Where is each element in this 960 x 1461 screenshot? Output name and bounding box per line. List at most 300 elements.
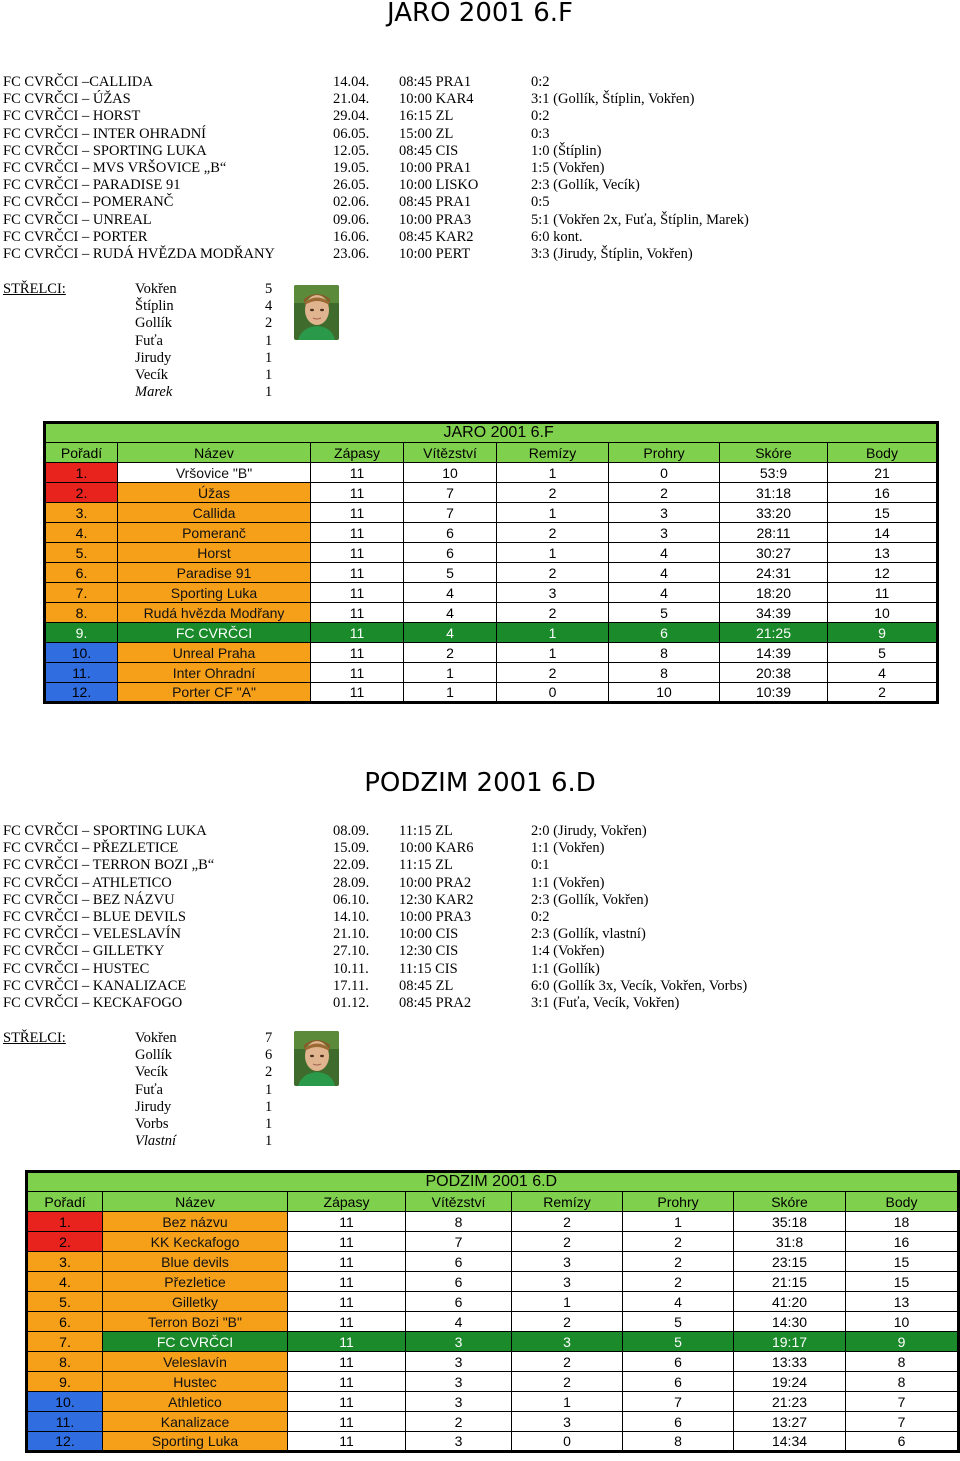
scorers-label: STŘELCI: bbox=[3, 281, 66, 297]
match-date: 28.09. bbox=[333, 874, 370, 891]
wins-cell: 2 bbox=[406, 1412, 512, 1432]
losses-cell: 6 bbox=[623, 1372, 734, 1392]
wins-cell: 3 bbox=[406, 1432, 512, 1452]
match-teams: FC CVRČCI – GILLETKY bbox=[3, 943, 165, 960]
scorer-goals: 1 bbox=[265, 1081, 273, 1098]
table-row bbox=[45, 463, 938, 483]
points-cell: 16 bbox=[828, 483, 938, 503]
column-header: Pořadí bbox=[27, 1192, 103, 1212]
score-cell: 24:31 bbox=[720, 563, 828, 583]
match-teams: FC CVRČCI – KECKAFOGO bbox=[3, 994, 183, 1011]
losses-cell: 6 bbox=[609, 623, 720, 643]
losses-cell: 1 bbox=[623, 1212, 734, 1232]
wins-cell: 3 bbox=[406, 1392, 512, 1412]
table-row bbox=[27, 1412, 959, 1432]
scorer-goals: 7 bbox=[265, 1030, 273, 1046]
losses-cell: 2 bbox=[609, 483, 720, 503]
points-cell: 16 bbox=[846, 1232, 959, 1252]
match-teams: FC CVRČCI – KANALIZACE bbox=[3, 977, 187, 994]
column-header: Prohry bbox=[609, 443, 720, 463]
match-date: 12.05. bbox=[333, 142, 370, 159]
match-teams: FC CVRČCI – PŘEZLETICE bbox=[3, 840, 179, 857]
played-cell: 11 bbox=[311, 563, 404, 583]
team-name-cell: Kanalizace bbox=[103, 1412, 288, 1432]
match-time-venue: 12:30 CIS bbox=[399, 943, 459, 960]
match-teams: FC CVRČCI – INTER OHRADNÍ bbox=[3, 125, 207, 142]
team-name-cell: Blue devils bbox=[103, 1252, 288, 1272]
match-date: 06.10. bbox=[333, 891, 370, 908]
score-cell: 14:30 bbox=[734, 1312, 846, 1332]
draws-cell: 2 bbox=[512, 1352, 623, 1372]
match-time-venue: 10:00 PRA3 bbox=[399, 211, 472, 228]
team-name-cell: Gilletky bbox=[103, 1292, 288, 1312]
wins-cell: 4 bbox=[404, 583, 497, 603]
wins-cell: 4 bbox=[404, 603, 497, 623]
score-cell: 33:20 bbox=[720, 503, 828, 523]
scorer-goals: 1 bbox=[265, 332, 273, 349]
team-name-cell: Terron Bozi "B" bbox=[103, 1312, 288, 1332]
match-time-venue: 10:00 LISKO bbox=[399, 177, 479, 194]
played-cell: 11 bbox=[311, 643, 404, 663]
rank-cell: 1. bbox=[45, 463, 118, 483]
wins-cell: 6 bbox=[406, 1272, 512, 1292]
losses-cell: 4 bbox=[623, 1292, 734, 1312]
match-date: 10.11. bbox=[333, 960, 369, 977]
rank-cell: 10. bbox=[45, 643, 118, 663]
played-cell: 11 bbox=[288, 1232, 406, 1252]
losses-cell: 2 bbox=[623, 1272, 734, 1292]
draws-cell: 2 bbox=[497, 563, 609, 583]
played-cell: 11 bbox=[311, 583, 404, 603]
draws-cell: 2 bbox=[512, 1312, 623, 1332]
spring-heading: JARO 2001 6.F bbox=[387, 0, 573, 28]
wins-cell: 4 bbox=[404, 623, 497, 643]
autumn-heading: PODZIM 2001 6.D bbox=[364, 768, 596, 798]
scorer-name: Vecík bbox=[135, 366, 169, 383]
player-photo bbox=[294, 1031, 339, 1086]
team-name-cell: Sporting Luka bbox=[118, 583, 311, 603]
rank-cell: 8. bbox=[27, 1352, 103, 1372]
table-row bbox=[45, 663, 938, 683]
rank-cell: 12. bbox=[27, 1432, 103, 1452]
team-name-cell: Úžas bbox=[118, 483, 311, 503]
rank-cell: 6. bbox=[45, 563, 118, 583]
match-teams: FC CVRČCI – RUDÁ HVĚZDA MODŘANY bbox=[3, 245, 275, 262]
played-cell: 11 bbox=[288, 1312, 406, 1332]
draws-cell: 0 bbox=[497, 683, 609, 703]
points-cell: 21 bbox=[828, 463, 938, 483]
match-teams: FC CVRČCI – BLUE DEVILS bbox=[3, 908, 186, 925]
table-row bbox=[27, 1432, 959, 1452]
table-row bbox=[27, 1372, 959, 1392]
played-cell: 11 bbox=[311, 603, 404, 623]
score-cell: 21:23 bbox=[734, 1392, 846, 1412]
scorer-goals: 1 bbox=[265, 1133, 273, 1150]
losses-cell: 2 bbox=[623, 1232, 734, 1252]
match-teams: FC CVRČCI – BEZ NÁZVU bbox=[3, 891, 175, 908]
scorer-goals: 1 bbox=[265, 349, 273, 366]
rank-cell: 6. bbox=[27, 1312, 103, 1332]
match-result: 3:1 (Gollík, Štíplin, Vokřen) bbox=[531, 91, 695, 108]
scorers-label: STŘELCI: bbox=[3, 1030, 66, 1046]
match-teams: FC CVRČCI – PARADISE 91 bbox=[3, 177, 181, 194]
table-row bbox=[45, 583, 938, 603]
rank-cell: 3. bbox=[27, 1252, 103, 1272]
score-cell: 13:27 bbox=[734, 1412, 846, 1432]
score-cell: 18:20 bbox=[720, 583, 828, 603]
match-result: 2:3 (Gollík, Vokřen) bbox=[531, 891, 649, 908]
draws-cell: 1 bbox=[512, 1292, 623, 1312]
scorer-name: Vokřen bbox=[135, 1030, 177, 1046]
team-name-cell: Paradise 91 bbox=[118, 563, 311, 583]
table-header-row bbox=[27, 1192, 959, 1212]
match-result: 0:2 bbox=[531, 908, 550, 925]
score-cell: 53:9 bbox=[720, 463, 828, 483]
draws-cell: 2 bbox=[497, 663, 609, 683]
match-date: 02.06. bbox=[333, 194, 370, 211]
table-row bbox=[27, 1352, 959, 1372]
points-cell: 10 bbox=[828, 603, 938, 623]
match-time-venue: 15:00 ZL bbox=[399, 125, 454, 142]
table-row bbox=[27, 1292, 959, 1312]
team-name-cell: FC CVRČCI bbox=[103, 1332, 288, 1352]
match-result: 1:4 (Vokřen) bbox=[531, 943, 605, 960]
score-cell: 34:39 bbox=[720, 603, 828, 623]
scorer-name: Gollík bbox=[135, 1047, 173, 1064]
draws-cell: 1 bbox=[497, 643, 609, 663]
match-time-venue: 10:00 PRA3 bbox=[399, 908, 472, 925]
match-result: 3:1 (Fuťa, Vecík, Vokřen) bbox=[531, 994, 680, 1011]
table-row bbox=[27, 1252, 959, 1272]
table-row bbox=[27, 1332, 959, 1352]
rank-cell: 9. bbox=[45, 623, 118, 643]
scorer-goals: 2 bbox=[265, 1064, 273, 1081]
points-cell: 4 bbox=[828, 663, 938, 683]
draws-cell: 1 bbox=[497, 623, 609, 643]
scorer-name: Marek bbox=[135, 384, 173, 401]
scorer-name: Jirudy bbox=[135, 1098, 172, 1115]
draws-cell: 3 bbox=[512, 1272, 623, 1292]
match-teams: FC CVRČCI – HUSTEC bbox=[3, 960, 150, 977]
table-header-row bbox=[45, 443, 938, 463]
points-cell: 7 bbox=[846, 1412, 959, 1432]
draws-cell: 1 bbox=[497, 463, 609, 483]
played-cell: 11 bbox=[288, 1332, 406, 1352]
losses-cell: 8 bbox=[609, 663, 720, 683]
rank-cell: 9. bbox=[27, 1372, 103, 1392]
table-row bbox=[27, 1392, 959, 1412]
match-teams: FC CVRČCI – HORST bbox=[3, 108, 141, 125]
losses-cell: 0 bbox=[609, 463, 720, 483]
column-header: Remízy bbox=[512, 1192, 623, 1212]
match-date: 23.06. bbox=[333, 245, 370, 262]
match-result: 0:1 bbox=[531, 857, 550, 874]
wins-cell: 8 bbox=[406, 1212, 512, 1232]
score-cell: 19:24 bbox=[734, 1372, 846, 1392]
scorer-name: Fuťa bbox=[135, 1081, 163, 1098]
table-row bbox=[45, 563, 938, 583]
match-result: 2:3 (Gollík, Vecík) bbox=[531, 177, 640, 194]
match-date: 16.06. bbox=[333, 228, 370, 245]
rank-cell: 11. bbox=[45, 663, 118, 683]
match-date: 26.05. bbox=[333, 177, 370, 194]
rank-cell: 4. bbox=[27, 1272, 103, 1292]
points-cell: 2 bbox=[828, 683, 938, 703]
autumn-table-title: PODZIM 2001 6.D bbox=[406, 1172, 623, 1192]
scorer-goals: 1 bbox=[265, 1098, 273, 1115]
column-header: Vítězství bbox=[404, 443, 497, 463]
column-header: Skóre bbox=[734, 1192, 846, 1212]
wins-cell: 7 bbox=[404, 483, 497, 503]
played-cell: 11 bbox=[288, 1412, 406, 1432]
draws-cell: 2 bbox=[512, 1372, 623, 1392]
score-cell: 14:39 bbox=[720, 643, 828, 663]
rank-cell: 10. bbox=[27, 1392, 103, 1412]
wins-cell: 10 bbox=[404, 463, 497, 483]
wins-cell: 6 bbox=[406, 1252, 512, 1272]
match-teams: FC CVRČCI –CALLIDA bbox=[3, 74, 153, 90]
scorer-goals: 2 bbox=[265, 315, 273, 332]
team-name-cell: Horst bbox=[118, 543, 311, 563]
match-teams: FC CVRČCI – UNREAL bbox=[3, 211, 152, 228]
losses-cell: 3 bbox=[609, 503, 720, 523]
played-cell: 11 bbox=[288, 1212, 406, 1232]
rank-cell: 4. bbox=[45, 523, 118, 543]
draws-cell: 0 bbox=[512, 1432, 623, 1452]
draws-cell: 2 bbox=[512, 1232, 623, 1252]
team-name-cell: Veleslavín bbox=[103, 1352, 288, 1372]
played-cell: 11 bbox=[311, 663, 404, 683]
column-header: Název bbox=[103, 1192, 288, 1212]
played-cell: 11 bbox=[311, 463, 404, 483]
table-row bbox=[27, 1212, 959, 1232]
match-teams: FC CVRČCI – SPORTING LUKA bbox=[3, 142, 207, 159]
rank-cell: 8. bbox=[45, 603, 118, 623]
wins-cell: 2 bbox=[404, 643, 497, 663]
match-result: 0:3 bbox=[531, 125, 550, 142]
draws-cell: 1 bbox=[512, 1392, 623, 1412]
table-row bbox=[27, 1312, 959, 1332]
losses-cell: 5 bbox=[623, 1312, 734, 1332]
team-name-cell: Inter Ohradní bbox=[118, 663, 311, 683]
scorer-name: Vlastní bbox=[135, 1133, 177, 1150]
scorer-goals: 1 bbox=[265, 1115, 273, 1132]
score-cell: 10:39 bbox=[720, 683, 828, 703]
points-cell: 15 bbox=[828, 503, 938, 523]
column-header: Skóre bbox=[720, 443, 828, 463]
match-date: 27.10. bbox=[333, 943, 370, 960]
team-name-cell: Porter CF "A" bbox=[118, 683, 311, 703]
column-header: Název bbox=[118, 443, 311, 463]
match-result: 0:2 bbox=[531, 74, 550, 90]
scorer-name: Gollík bbox=[135, 315, 173, 332]
match-time-venue: 08:45 PRA2 bbox=[399, 994, 472, 1011]
draws-cell: 2 bbox=[497, 523, 609, 543]
match-time-venue: 10:00 PRA2 bbox=[399, 874, 472, 891]
points-cell: 11 bbox=[828, 583, 938, 603]
points-cell: 15 bbox=[846, 1272, 959, 1292]
played-cell: 11 bbox=[311, 483, 404, 503]
wins-cell: 7 bbox=[406, 1232, 512, 1252]
match-date: 01.12. bbox=[333, 994, 370, 1011]
match-date: 19.05. bbox=[333, 159, 370, 176]
draws-cell: 3 bbox=[512, 1252, 623, 1272]
column-header: Vítězství bbox=[406, 1192, 512, 1212]
played-cell: 11 bbox=[288, 1372, 406, 1392]
wins-cell: 4 bbox=[406, 1312, 512, 1332]
match-result: 1:1 (Vokřen) bbox=[531, 840, 605, 857]
match-result: 1:1 (Vokřen) bbox=[531, 874, 605, 891]
match-result: 1:0 (Štíplin) bbox=[531, 142, 602, 159]
score-cell: 35:18 bbox=[734, 1212, 846, 1232]
rank-cell: 2. bbox=[45, 483, 118, 503]
match-result: 6:0 kont. bbox=[531, 228, 583, 245]
losses-cell: 4 bbox=[609, 583, 720, 603]
match-date: 06.05. bbox=[333, 125, 370, 142]
column-header: Body bbox=[846, 1192, 959, 1212]
played-cell: 11 bbox=[311, 543, 404, 563]
draws-cell: 1 bbox=[497, 543, 609, 563]
scorer-name: Štíplin bbox=[135, 298, 174, 315]
match-date: 21.10. bbox=[333, 926, 370, 943]
points-cell: 8 bbox=[846, 1352, 959, 1372]
column-header: Remízy bbox=[497, 443, 609, 463]
match-time-venue: 10:00 KAR4 bbox=[399, 91, 474, 108]
score-cell: 31:8 bbox=[734, 1232, 846, 1252]
match-teams: FC CVRČCI – MVS VRŠOVICE „B“ bbox=[3, 159, 227, 176]
draws-cell: 2 bbox=[512, 1212, 623, 1232]
table-row bbox=[45, 683, 938, 703]
match-time-venue: 10:00 CIS bbox=[399, 926, 459, 943]
wins-cell: 6 bbox=[404, 523, 497, 543]
points-cell: 14 bbox=[828, 523, 938, 543]
played-cell: 11 bbox=[288, 1292, 406, 1312]
match-date: 14.04. bbox=[333, 74, 370, 90]
losses-cell: 4 bbox=[609, 563, 720, 583]
losses-cell: 7 bbox=[623, 1392, 734, 1412]
wins-cell: 1 bbox=[404, 683, 497, 703]
rank-cell: 5. bbox=[45, 543, 118, 563]
losses-cell: 8 bbox=[623, 1432, 734, 1452]
match-time-venue: 11:15 ZL bbox=[399, 823, 453, 839]
points-cell: 9 bbox=[846, 1332, 959, 1352]
table-row bbox=[45, 543, 938, 563]
match-teams: FC CVRČCI – POMERANČ bbox=[3, 194, 174, 211]
match-time-venue: 10:00 PERT bbox=[399, 245, 471, 262]
match-date: 14.10. bbox=[333, 908, 370, 925]
team-name-cell: Athletico bbox=[103, 1392, 288, 1412]
team-name-cell: FC CVRČCI bbox=[118, 623, 311, 643]
score-cell: 21:25 bbox=[720, 623, 828, 643]
match-time-venue: 08:45 PRA1 bbox=[399, 194, 472, 211]
losses-cell: 5 bbox=[609, 603, 720, 623]
column-header: Zápasy bbox=[311, 443, 404, 463]
points-cell: 13 bbox=[828, 543, 938, 563]
match-time-venue: 11:15 CIS bbox=[399, 960, 458, 977]
match-result: 5:1 (Vokřen 2x, Fuťa, Štíplin, Marek) bbox=[531, 211, 749, 228]
table-row bbox=[45, 643, 938, 663]
match-time-venue: 16:15 ZL bbox=[399, 108, 454, 125]
match-result: 1:5 (Vokřen) bbox=[531, 159, 605, 176]
rank-cell: 2. bbox=[27, 1232, 103, 1252]
team-name-cell: Sporting Luka bbox=[103, 1432, 288, 1452]
match-time-venue: 08:45 CIS bbox=[399, 142, 459, 159]
points-cell: 18 bbox=[846, 1212, 959, 1232]
match-date: 15.09. bbox=[333, 840, 370, 857]
score-cell: 21:15 bbox=[734, 1272, 846, 1292]
match-time-venue: 08:45 ZL bbox=[399, 977, 454, 994]
team-name-cell: Vršovice "B" bbox=[118, 463, 311, 483]
match-date: 09.06. bbox=[333, 211, 370, 228]
match-result: 2:3 (Gollík, vlastní) bbox=[531, 926, 646, 943]
wins-cell: 7 bbox=[404, 503, 497, 523]
match-time-venue: 08:45 KAR2 bbox=[399, 228, 474, 245]
table-row bbox=[45, 503, 938, 523]
match-result: 3:3 (Jirudy, Štíplin, Vokřen) bbox=[531, 245, 693, 262]
wins-cell: 3 bbox=[406, 1352, 512, 1372]
played-cell: 11 bbox=[311, 503, 404, 523]
scorer-name: Vecík bbox=[135, 1064, 169, 1081]
points-cell: 12 bbox=[828, 563, 938, 583]
team-name-cell: Přezletice bbox=[103, 1272, 288, 1292]
points-cell: 5 bbox=[828, 643, 938, 663]
played-cell: 11 bbox=[311, 623, 404, 643]
wins-cell: 6 bbox=[404, 543, 497, 563]
rank-cell: 12. bbox=[45, 683, 118, 703]
played-cell: 11 bbox=[288, 1392, 406, 1412]
losses-cell: 10 bbox=[609, 683, 720, 703]
wins-cell: 3 bbox=[406, 1372, 512, 1392]
table-row bbox=[45, 603, 938, 623]
wins-cell: 1 bbox=[404, 663, 497, 683]
table-row bbox=[45, 623, 938, 643]
column-header: Zápasy bbox=[288, 1192, 406, 1212]
match-result: 0:2 bbox=[531, 108, 550, 125]
draws-cell: 3 bbox=[497, 583, 609, 603]
match-time-venue: 11:15 ZL bbox=[399, 857, 453, 874]
score-cell: 20:38 bbox=[720, 663, 828, 683]
rank-cell: 7. bbox=[27, 1332, 103, 1352]
team-name-cell: Bez názvu bbox=[103, 1212, 288, 1232]
scorer-goals: 1 bbox=[265, 384, 273, 401]
wins-cell: 6 bbox=[406, 1292, 512, 1312]
points-cell: 9 bbox=[828, 623, 938, 643]
autumn-standings-table bbox=[25, 1170, 960, 1453]
score-cell: 14:34 bbox=[734, 1432, 846, 1452]
spring-standings-table bbox=[43, 421, 939, 704]
team-name-cell: Callida bbox=[118, 503, 311, 523]
table-row bbox=[27, 1232, 959, 1252]
match-result: 2:0 (Jirudy, Vokřen) bbox=[531, 823, 647, 839]
score-cell: 19:17 bbox=[734, 1332, 846, 1352]
scorer-name: Vorbs bbox=[135, 1115, 169, 1132]
losses-cell: 6 bbox=[623, 1412, 734, 1432]
draws-cell: 3 bbox=[512, 1412, 623, 1432]
match-teams: FC CVRČCI – VELESLAVÍN bbox=[3, 926, 181, 943]
score-cell: 13:33 bbox=[734, 1352, 846, 1372]
scorer-goals: 5 bbox=[265, 281, 273, 297]
points-cell: 8 bbox=[846, 1372, 959, 1392]
played-cell: 11 bbox=[288, 1432, 406, 1452]
team-name-cell: Hustec bbox=[103, 1372, 288, 1392]
team-name-cell: Rudá hvězda Modřany bbox=[118, 603, 311, 623]
match-result: 0:5 bbox=[531, 194, 550, 211]
draws-cell: 2 bbox=[497, 603, 609, 623]
match-teams: FC CVRČCI – SPORTING LUKA bbox=[3, 823, 207, 839]
score-cell: 31:18 bbox=[720, 483, 828, 503]
points-cell: 15 bbox=[846, 1252, 959, 1272]
player-photo bbox=[294, 285, 339, 340]
